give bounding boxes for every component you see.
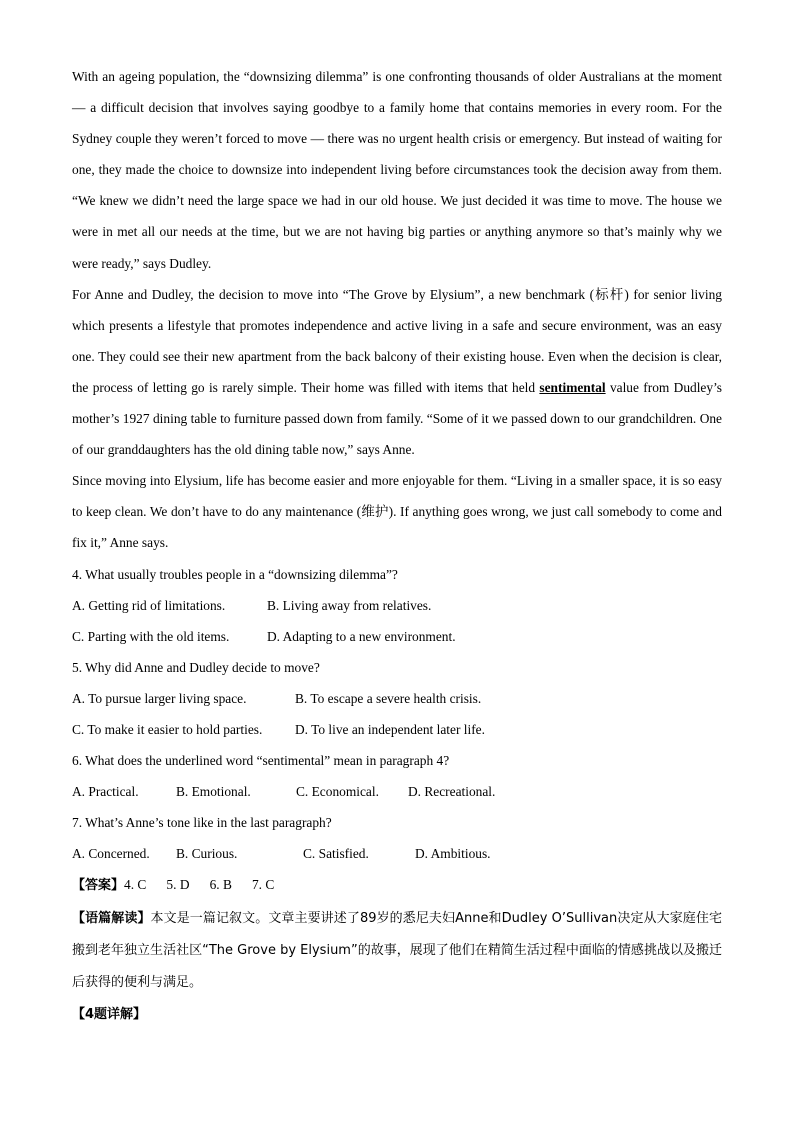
analysis-label: 【语篇解读】 [72,910,151,926]
passage-paragraph-1: With an ageing population, the “downsizing dilemma” is one confronting thousands of older Australians at the moment — a difficult decision that involves saying goodbye to a family home that contains memories in every room. For the Sydney couple they weren’t forced to move — there was no urgent health crisis or emergency. But instead of waiting for one, they made the choice to downsize into independent living before circumstances took the decision away from them. “We knew we didn’t need the large space we had in our old house. We just decided it was time to move. The house we were in met all our needs at the time, but we are not having big parties or anything anymore so that’s mainly why we were ready,” says Dudley. [72,69,722,271]
underlined-word-sentimental: sentimental [539,379,606,395]
question-4-option-d: D. Adapting to a new environment. [267,628,456,644]
question-6-option-c: C. Economical. [296,784,379,800]
answer-text: 4. C 5. D 6. B 7. C [124,877,275,893]
analysis-text: 本文是一篇记叙文。文章主要讲述了89岁的悉尼夫妇Anne和Dudley O’Sullivan决定从大家庭住宅搬到老年独立生活社区“The Grove by Elysium”的故事，展现了他们在精简生活过程中面临的情感挑战以及搬迁后获得的便利与满足。 [72,910,722,990]
question-6-option-a: A. Practical. [72,784,139,800]
question-7-option-c: C. Satisfied. [303,846,369,862]
question-5-option-c: C. To make it easier to hold parties. [72,721,263,737]
question-4-option-b: B. Living away from relatives. [267,597,432,613]
question-6-stem: 6. What does the underlined word “sentimental” mean in paragraph 4? [72,753,450,769]
question-4-options-row-2 [72,621,722,652]
passage-paragraph-2-end: value from Dudley’s mother’s 1927 dining table to furniture passed down from family. “Some of it we passed down to our grandchildren. One of our granddaughters has the old dining table now,” says Anne. [72,379,722,458]
question-5-stem: 5. Why did Anne and Dudley decide to move? [72,659,320,675]
passage-paragraph-2-start: For Anne and Dudley, the decision to move into “The Grove by Elysium”, a new benchmark (标杆) for senior living which presents a lifestyle that promotes independence and active living in a safe and secure environment, was an easy one. They could see their new apartment from the back balcony of their existing house. Even when the decision is clear, the process of letting go is rarely simple. Their home was filled with items that held [72,286,722,395]
passage-paragraph-2 [72,279,722,466]
document-page [72,61,722,1030]
question-4-stem: 4. What usually troubles people in a “downsizing dilemma”? [72,566,398,582]
answer-line [72,869,722,901]
question-5-options-row-2 [72,714,722,745]
question-7-option-a: A. Concerned. [72,846,150,862]
answer-label: 【答案】 [72,878,125,894]
question-6-option-b: B. Emotional. [176,784,251,800]
passage-paragraph-3: Since moving into Elysium, life has become easier and more enjoyable for them. “Living in a smaller space, it is so easy to keep clean. We don’t have to do any maintenance (维护). If anything goes wrong, we just call somebody to come and fix it,” Anne says. [72,473,722,551]
question-4-option-c: C. Parting with the old items. [72,628,230,644]
question-7-options-row-1 [72,838,722,869]
question-6-option-d: D. Recreational. [408,784,496,800]
analysis-paragraph [72,902,722,998]
question-5-option-b: B. To escape a severe health crisis. [295,690,482,706]
question-5-option-a: A. To pursue larger living space. [72,690,247,706]
detail-4-label: 【4题详解】 [72,1006,147,1022]
question-4-options-row-1 [72,590,722,621]
question-5-option-d: D. To live an independent later life. [295,721,485,737]
question-7-option-d: D. Ambitious. [415,846,491,862]
question-7-option-b: B. Curious. [176,846,238,862]
detail-4-heading [72,998,722,1030]
question-4-option-a: A. Getting rid of limitations. [72,597,226,613]
question-6-options-row-1 [72,776,722,807]
question-7-stem: 7. What’s Anne’s tone like in the last paragraph? [72,815,332,831]
question-5-options-row-1 [72,683,722,714]
